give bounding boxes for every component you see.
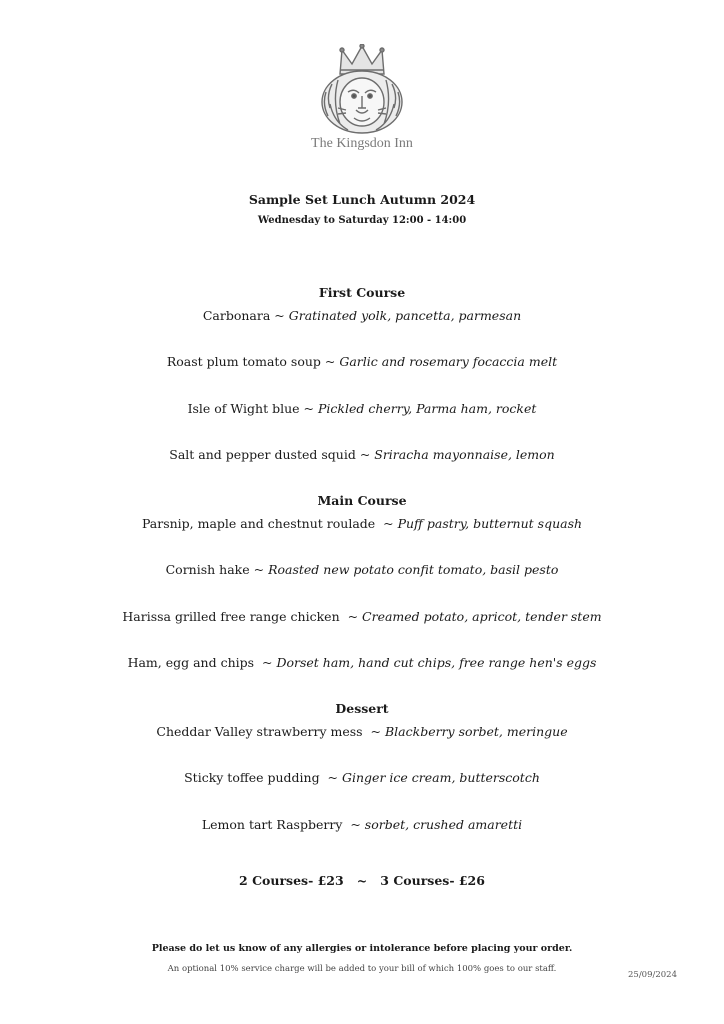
dish-description: Blackberry sorbet, meringue <box>385 724 568 739</box>
allergy-notice: Please do let us know of any allergies or intolerance before placing your order. <box>151 943 573 954</box>
menu-title: Sample Set Lunch Autumn 2024 <box>248 192 476 207</box>
dish-separator: ~ <box>320 354 340 369</box>
dish-line <box>0 401 724 416</box>
dish-separator: ~ <box>375 516 398 531</box>
crowned-lion-head-icon <box>318 44 406 136</box>
dish-name: Roast plum tomato soup <box>166 354 321 369</box>
dish-description: Gratinated yolk, pancetta, parmesan <box>288 308 522 323</box>
dish-separator: ~ <box>355 447 375 462</box>
dish-line <box>0 655 724 670</box>
dish-description: Creamed potato, apricot, tender stem <box>362 609 602 624</box>
dish-description: Sriracha mayonnaise, lemon <box>374 447 555 462</box>
dish-description: Garlic and rosemary focaccia melt <box>339 354 558 369</box>
dish-separator: ~ <box>249 562 269 577</box>
menu-date: 25/09/2024 <box>628 970 677 980</box>
course-heading: Dessert <box>335 701 389 716</box>
course-pricing: 2 Courses- £23 ~ 3 Courses- £26 <box>239 873 485 888</box>
serving-hours: Wednesday to Saturday 12:00 - 14:00 <box>257 215 467 226</box>
dish-name: Ham, egg and chips <box>127 655 255 670</box>
dish-separator: ~ <box>342 817 365 832</box>
dish-name: Salt and pepper dusted squid <box>169 447 356 462</box>
dish-line <box>0 770 724 785</box>
dish-line <box>0 724 724 739</box>
dish-line <box>0 609 724 624</box>
dish-name: Sticky toffee pudding <box>184 770 320 785</box>
dish-separator: ~ <box>339 609 363 624</box>
dish-description: Dorset ham, hand cut chips, free range hen's eggs <box>276 655 597 670</box>
dish-line <box>0 447 724 462</box>
dish-separator: ~ <box>362 724 385 739</box>
course-heading: Main Course <box>317 493 407 508</box>
dish-description: Puff pastry, butternut squash <box>397 516 583 531</box>
dish-separator: ~ <box>299 401 318 416</box>
dish-name: Harissa grilled free range chicken <box>122 609 340 624</box>
inn-name: The Kingsdon Inn <box>311 136 413 151</box>
dish-description: Ginger ice cream, butterscotch <box>342 770 540 785</box>
dish-line <box>0 817 724 832</box>
dish-name: Isle of Wight blue <box>187 401 300 416</box>
dish-name: Cornish hake <box>165 562 250 577</box>
dish-separator: ~ <box>270 308 289 323</box>
dish-line <box>0 308 724 323</box>
dish-separator: ~ <box>254 655 277 670</box>
dish-separator: ~ <box>319 770 343 785</box>
dish-name: Lemon tart Raspberry <box>201 817 343 832</box>
dish-description: Roasted new potato confit tomato, basil pesto <box>268 562 559 577</box>
dish-line <box>0 354 724 369</box>
dish-name: Parsnip, maple and chestnut roulade <box>141 516 376 531</box>
dish-line <box>0 516 724 531</box>
dish-description: Pickled cherry, Parma ham, rocket <box>317 401 537 416</box>
dish-name: Carbonara <box>202 308 271 323</box>
service-charge-notice: An optional 10% service charge will be added to your bill of which 100% goes to our staff. <box>167 964 557 974</box>
dish-line <box>0 562 724 577</box>
course-heading: First Course <box>318 285 406 300</box>
dish-description: sorbet, crushed amaretti <box>364 817 523 832</box>
dish-name: Cheddar Valley strawberry mess <box>156 724 363 739</box>
